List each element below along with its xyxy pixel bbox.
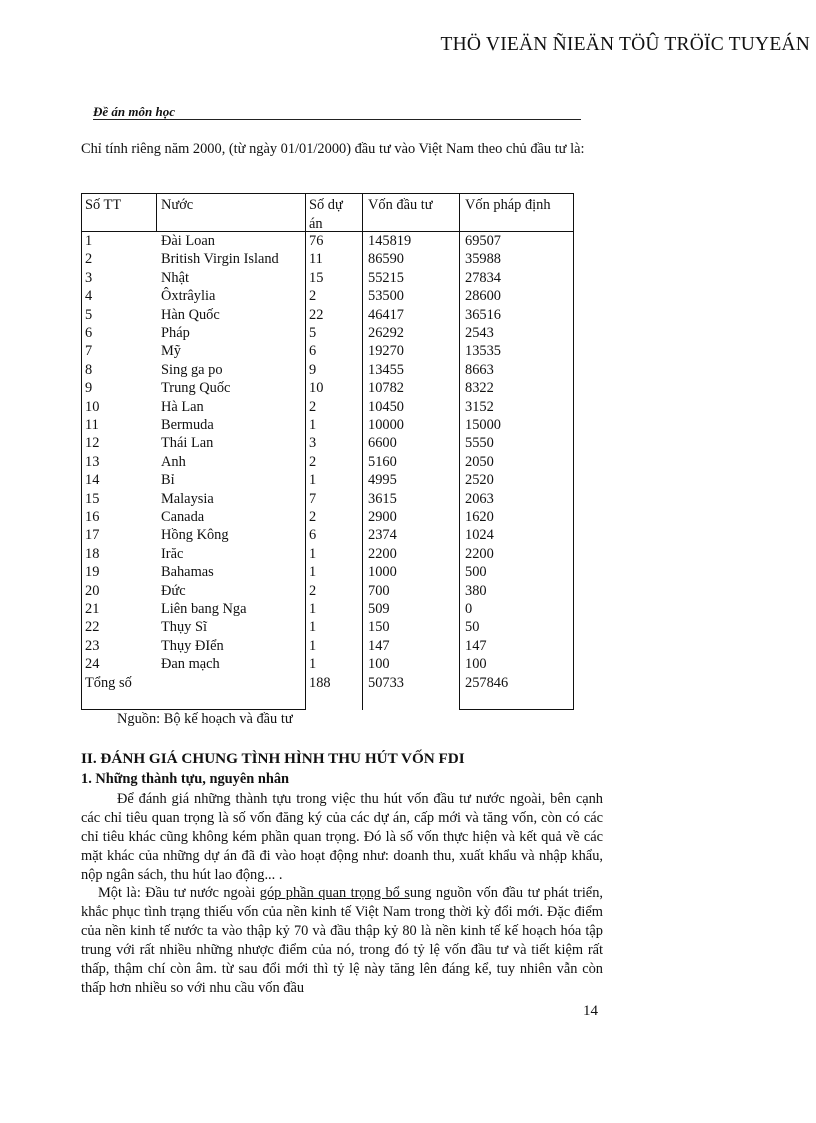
paragraph-2 xyxy=(81,884,603,997)
table-cell-country: Trung Quốc xyxy=(161,380,231,397)
table-border-right xyxy=(573,193,574,710)
table-cell-capital: 26292 xyxy=(368,325,404,341)
table-cell-legal: 100 xyxy=(465,656,487,673)
table-cell-stt: 16 xyxy=(85,509,100,525)
table-cell-legal: 2063 xyxy=(465,490,494,507)
table-header-stt: Số TT xyxy=(85,197,122,213)
table-cell-stt: 18 xyxy=(85,545,100,562)
table-cell-stt: 1 xyxy=(85,233,93,249)
table-cell-legal: 2200 xyxy=(465,545,494,562)
table-cell-projects: 2 xyxy=(309,288,317,305)
table-cell-stt: 15 xyxy=(85,490,100,507)
table-cell-projects: 1 xyxy=(309,417,317,433)
table-cell-legal: 15000 xyxy=(465,417,501,433)
table-cell-legal: 13535 xyxy=(465,343,501,360)
table-header-legal: Vốn pháp định xyxy=(465,197,551,213)
table-cell-stt: 10 xyxy=(85,398,100,415)
table-cell-stt: 6 xyxy=(85,325,93,341)
table-cell-stt: 2 xyxy=(85,251,93,268)
table-cell-country: Đài Loan xyxy=(161,233,215,249)
table-cell-legal: 69507 xyxy=(465,233,501,249)
table-cell-projects: 2 xyxy=(309,509,317,525)
table-header-country: Nước xyxy=(161,197,194,213)
section-title: II. ĐÁNH GIÁ CHUNG TÌNH HÌNH THU HÚT VỐN FDI xyxy=(81,750,465,767)
table-total-label: Tổng số xyxy=(85,674,132,691)
paragraph-2-text xyxy=(81,884,603,997)
table-cell-country: Pháp xyxy=(161,325,190,341)
intro-paragraph: Chỉ tính riêng năm 2000, (từ ngày 01/01/2000) đầu tư vào Việt Nam theo chủ đầu tư là: xyxy=(81,141,585,157)
table-cell-country: Thái Lan xyxy=(161,435,214,452)
table-cell-capital: 700 xyxy=(368,582,390,599)
table-cell-stt: 17 xyxy=(85,527,100,544)
table-cell-capital: 100 xyxy=(368,656,390,673)
table-cell-capital: 53500 xyxy=(368,288,404,305)
table-cell-stt: 14 xyxy=(85,472,100,489)
table-cell-capital: 10782 xyxy=(368,380,404,397)
table-cell-projects: 3 xyxy=(309,435,317,452)
table-cell-stt: 8 xyxy=(85,361,93,378)
table-cell-country: Liên bang Nga xyxy=(161,601,247,617)
table-cell-legal: 2520 xyxy=(465,472,494,489)
table-cell-stt: 19 xyxy=(85,564,100,581)
table-cell-country: Bahamas xyxy=(161,564,214,581)
table-cell-country: Bỉ xyxy=(161,472,175,489)
table-cell-capital: 145819 xyxy=(368,233,412,249)
table-cell-stt: 12 xyxy=(85,435,100,452)
table-col-divider-2 xyxy=(305,193,306,710)
table-source: Nguồn: Bộ kế hoạch và đầu tư xyxy=(117,711,293,727)
table-cell-legal: 8322 xyxy=(465,380,494,397)
table-cell-projects: 9 xyxy=(309,361,317,378)
table-total-capital: 50733 xyxy=(368,674,404,691)
table-cell-legal: 2050 xyxy=(465,453,494,470)
table-cell-projects: 1 xyxy=(309,472,317,489)
table-cell-capital: 2200 xyxy=(368,545,397,562)
table-cell-country: Nhật xyxy=(161,269,189,286)
table-cell-legal: 0 xyxy=(465,601,473,617)
table-cell-projects: 10 xyxy=(309,380,324,397)
table-cell-stt: 13 xyxy=(85,453,100,470)
table-cell-projects: 1 xyxy=(309,545,317,562)
table-cell-legal: 28600 xyxy=(465,288,501,305)
table-border-top xyxy=(81,193,574,194)
table-header-capital: Vốn đầu tư xyxy=(368,197,433,213)
table-cell-country: Malaysia xyxy=(161,490,214,507)
table-cell-legal: 147 xyxy=(465,637,487,654)
table-cell-legal: 380 xyxy=(465,582,487,599)
table-cell-capital: 55215 xyxy=(368,269,404,286)
table-cell-projects: 22 xyxy=(309,306,324,323)
table-cell-legal: 36516 xyxy=(465,306,501,323)
table-header-projects: Số dự án xyxy=(309,197,343,232)
table-cell-legal: 3152 xyxy=(465,398,494,415)
table-cell-capital: 5160 xyxy=(368,453,397,470)
table-cell-stt: 11 xyxy=(85,417,99,433)
table-cell-capital: 150 xyxy=(368,619,390,636)
table-cell-projects: 2 xyxy=(309,582,317,599)
paragraph-2-lead: Một là: Đầu tư nước ngoài xyxy=(98,885,260,901)
table-cell-stt: 5 xyxy=(85,306,93,323)
table-cell-stt: 20 xyxy=(85,582,100,599)
table-cell-capital: 147 xyxy=(368,637,390,654)
document-subject: Đề án môn học xyxy=(93,104,175,119)
watermark-header: THÖ VIEÄN ÑIEÄN TÖÛ TRÖÏC TUYEÁN xyxy=(440,34,810,55)
table-cell-capital: 4995 xyxy=(368,472,397,489)
table-cell-stt: 3 xyxy=(85,269,93,286)
table-cell-projects: 2 xyxy=(309,398,317,415)
table-cell-legal: 8663 xyxy=(465,361,494,378)
table-border-bottom-right xyxy=(459,709,574,710)
table-cell-country: Canada xyxy=(161,509,205,525)
table-cell-legal: 1024 xyxy=(465,527,494,544)
table-cell-stt: 22 xyxy=(85,619,100,636)
table-cell-stt: 23 xyxy=(85,637,100,654)
table-cell-stt: 21 xyxy=(85,601,100,617)
paragraph-1-text: Để đánh giá những thành tựu trong việc thu hút vốn đầu tư nước ngoài, bên cạnh các chỉ tiêu quan trọng là số vốn đăng ký của các dự án, cấp mới và tăng vốn, còn có các chỉ tiêu khác cũng không kém phần quan trọng. Đó là số vốn thực hiện và kết quả về các mặt khác của những dự án đã đi vào hoạt động như: doanh thu, xuất khẩu và nhập khẩu, nộp ngân sách, thu hút lao động... . xyxy=(81,791,603,883)
table-cell-projects: 1 xyxy=(309,619,317,636)
table-cell-projects: 11 xyxy=(309,251,323,268)
table-cell-legal: 35988 xyxy=(465,251,501,268)
table-cell-projects: 76 xyxy=(309,233,324,249)
subsection-title: 1. Những thành tựu, nguyên nhân xyxy=(81,771,290,787)
table-cell-legal: 50 xyxy=(465,619,480,636)
table-cell-capital: 2900 xyxy=(368,509,397,525)
table-cell-stt: 7 xyxy=(85,343,93,360)
table-col-divider-4 xyxy=(459,193,460,710)
table-cell-stt: 9 xyxy=(85,380,93,397)
table-cell-projects: 2 xyxy=(309,453,317,470)
table-cell-legal: 500 xyxy=(465,564,487,581)
table-cell-capital: 2374 xyxy=(368,527,397,544)
table-cell-country: Mỹ xyxy=(161,343,181,360)
paragraph-2-underlined: góp phần quan trọng bổ s xyxy=(259,885,410,901)
table-cell-country: Irăc xyxy=(161,545,184,562)
table-cell-country: Ôxtrâylia xyxy=(161,288,216,305)
table-cell-projects: 1 xyxy=(309,564,317,581)
table-cell-projects: 6 xyxy=(309,527,317,544)
table-cell-country: Sing ga po xyxy=(161,361,223,378)
table-cell-projects: 7 xyxy=(309,490,317,507)
table-cell-country: Hà Lan xyxy=(161,398,204,415)
table-cell-capital: 3615 xyxy=(368,490,397,507)
table-cell-stt: 4 xyxy=(85,288,93,305)
table-total-legal: 257846 xyxy=(465,674,509,691)
table-cell-capital: 1000 xyxy=(368,564,397,581)
table-cell-capital: 13455 xyxy=(368,361,404,378)
table-cell-legal: 2543 xyxy=(465,325,494,341)
table-cell-legal: 27834 xyxy=(465,269,501,286)
table-cell-capital: 509 xyxy=(368,601,390,617)
table-cell-projects: 6 xyxy=(309,343,317,360)
table-total-projects: 188 xyxy=(309,674,331,691)
table-cell-country: Đức xyxy=(161,582,186,599)
table-cell-country: Hàn Quốc xyxy=(161,306,220,323)
table-cell-country: Bermuda xyxy=(161,417,214,433)
table-cell-country: Đan mạch xyxy=(161,656,220,673)
table-col-divider-1 xyxy=(156,193,157,232)
table-cell-projects: 1 xyxy=(309,637,317,654)
table-border-left xyxy=(81,193,82,710)
table-cell-country: Thụy ĐIển xyxy=(161,637,224,654)
paragraph-1 xyxy=(81,790,603,885)
table-cell-capital: 10450 xyxy=(368,398,404,415)
table-cell-country: British Virgin Island xyxy=(161,251,279,268)
table-cell-projects: 5 xyxy=(309,325,317,341)
table-cell-capital: 86590 xyxy=(368,251,404,268)
paragraph-2-rest: ung nguồn vốn đầu tư phát triển, khắc phục tình trạng thiếu vốn của nền kinh tế Việt Nam trong thời kỳ đổi mới. Đặc điểm của nền kinh tế nước ta vào thập kỷ 70 và đầu thập kỷ 80 là nền kinh tế kế hoạch hóa tập trung với rất nhiều những nhược điểm của nó, trong đó tỷ lệ vốn đầu tư và tiết kiệm rất thấp, thậm chí còn âm. từ sau đổi mới thì tỷ lệ này tăng lên đáng kể, tuy nhiên vẫn còn thấp hơn nhiều so với nhu cầu vốn đầu xyxy=(81,885,603,996)
table-cell-projects: 1 xyxy=(309,601,317,617)
table-cell-legal: 5550 xyxy=(465,435,494,452)
table-cell-stt: 24 xyxy=(85,656,100,673)
table-cell-capital: 10000 xyxy=(368,417,404,433)
table-cell-capital: 6600 xyxy=(368,435,397,452)
subject-underline xyxy=(93,119,581,120)
table-col-divider-3 xyxy=(362,193,363,710)
table-border-bottom-left xyxy=(81,709,306,710)
table-cell-capital: 19270 xyxy=(368,343,404,360)
table-cell-country: Hồng Kông xyxy=(161,527,229,544)
table-cell-projects: 1 xyxy=(309,656,317,673)
table-cell-capital: 46417 xyxy=(368,306,404,323)
page-number: 14 xyxy=(583,1003,598,1019)
table-cell-country: Anh xyxy=(161,453,186,470)
table-cell-projects: 15 xyxy=(309,269,324,286)
table-cell-country: Thụy Sĩ xyxy=(161,619,207,636)
table-cell-legal: 1620 xyxy=(465,509,494,525)
